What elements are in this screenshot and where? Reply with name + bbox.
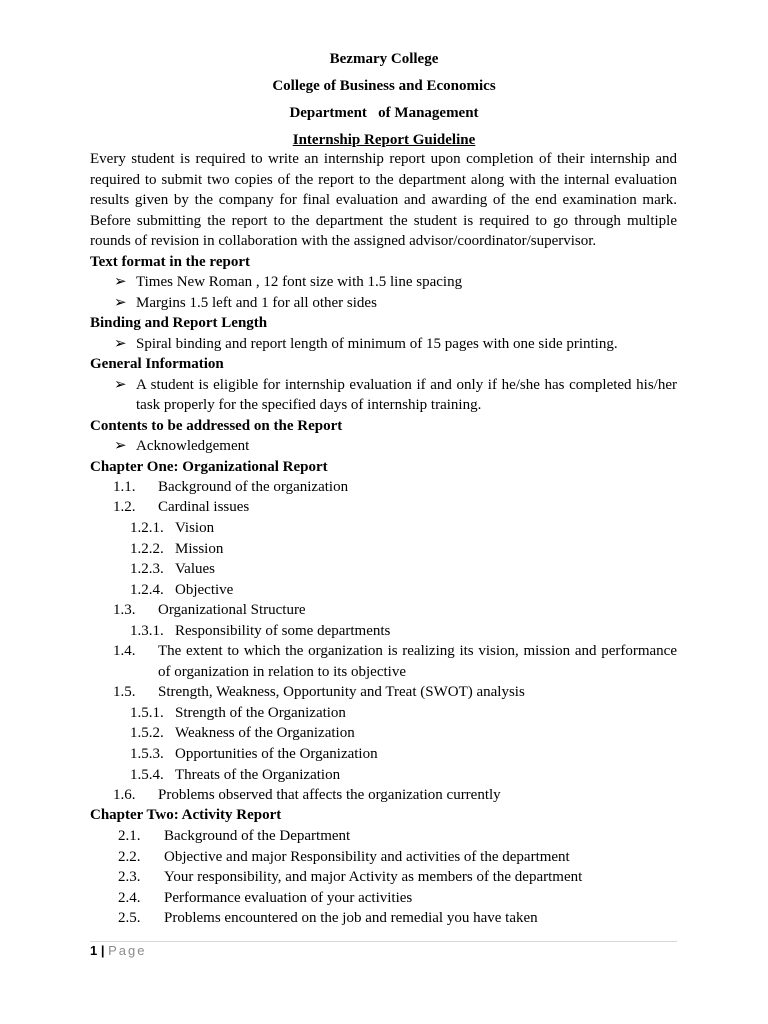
item-text-continued: of organization in relation to its objective (158, 664, 406, 680)
item-number: 1.5. (113, 684, 136, 700)
item-text: Opportunities of the Organization (175, 746, 378, 762)
item-number: 1.5.1. (130, 705, 164, 721)
item-text: Weakness of the Organization (175, 725, 355, 741)
item-text: Mission (175, 541, 224, 557)
chapter-one-heading: Chapter One: Organizational Report (90, 459, 328, 475)
bullet-text: Spiral binding and report length of minimum of 15 pages with one side printing. (136, 336, 618, 352)
item-text: The extent to which the organization is realizing its vision, mission and performance (158, 643, 677, 659)
college-name: Bezmary College (329, 51, 439, 67)
arrowhead-bullet-icon: ➢ (114, 438, 127, 454)
item-number: 1.1. (113, 479, 136, 495)
item-number: 1.5.2. (130, 725, 164, 741)
item-number: 1.2. (113, 499, 136, 515)
bullet-text: Margins 1.5 left and 1 for all other sides (136, 295, 377, 311)
item-number: 1.6. (113, 787, 136, 803)
faculty-name: College of Business and Economics (272, 78, 496, 94)
item-text: Responsibility of some departments (175, 623, 391, 639)
arrowhead-bullet-icon: ➢ (114, 295, 127, 311)
bullet-text: Acknowledgement (136, 438, 250, 454)
section-heading-general: General Information (90, 356, 224, 372)
item-text: Your responsibility, and major Activity as members of the department (164, 869, 583, 885)
intro-line-5: rounds of revision in collaboration with the assigned advisor/coordinator/supervisor. (90, 233, 597, 249)
chapter-two-heading: Chapter Two: Activity Report (90, 807, 282, 823)
page-title (0, 130, 768, 150)
item-text: Strength, Weakness, Opportunity and Treat (SWOT) analysis (158, 684, 525, 700)
item-text: Objective and major Responsibility and activities of the department (164, 849, 570, 865)
item-text: Problems observed that affects the organization currently (158, 787, 501, 803)
item-text: Vision (175, 520, 215, 536)
arrowhead-bullet-icon: ➢ (114, 377, 127, 393)
intro-line-2: required to submit two copies of the report to the department along with the internal evaluation (90, 172, 677, 188)
intro-line-3: results given by the company for final evaluation and awarding of the end examination mark. (90, 192, 677, 208)
item-text: Values (175, 561, 215, 577)
item-text: Performance evaluation of your activities (164, 890, 413, 906)
section-heading-text-format: Text format in the report (90, 254, 250, 270)
item-number: 1.2.3. (130, 561, 164, 577)
section-heading-binding: Binding and Report Length (90, 315, 268, 331)
page-title-text: Internship Report Guideline (292, 132, 476, 148)
page-footer (90, 941, 147, 961)
arrowhead-bullet-icon: ➢ (114, 336, 127, 352)
bullet-text-continued: task properly for the specified days of internship training. (136, 397, 482, 413)
item-number: 1.3. (113, 602, 136, 618)
item-text: Background of the Department (164, 828, 351, 844)
item-number: 2.5. (118, 910, 141, 926)
item-number: 1.2.2. (130, 541, 164, 557)
item-number: 2.2. (118, 849, 141, 865)
item-number: 1.2.1. (130, 520, 164, 536)
item-number: 1.3.1. (130, 623, 164, 639)
intro-line-1: Every student is required to write an internship report upon completion of their internship and (90, 151, 677, 167)
item-number: 1.4. (113, 643, 136, 659)
item-number: 1.5.3. (130, 746, 164, 762)
item-text: Cardinal issues (158, 499, 250, 515)
item-text: Organizational Structure (158, 602, 306, 618)
arrowhead-bullet-icon: ➢ (114, 274, 127, 290)
section-heading-contents: Contents to be addressed on the Report (90, 418, 343, 434)
page-label: Page (108, 943, 147, 958)
department-name: Department of Management (289, 105, 479, 121)
item-text: Background of the organization (158, 479, 349, 495)
item-number: 2.3. (118, 869, 141, 885)
item-text: Problems encountered on the job and remedial you have taken (164, 910, 538, 926)
item-number: 2.1. (118, 828, 141, 844)
item-text: Threats of the Organization (175, 767, 341, 783)
footer-divider (90, 941, 677, 942)
item-number: 2.4. (118, 890, 141, 906)
bullet-text: Times New Roman , 12 font size with 1.5 line spacing (136, 274, 463, 290)
item-number: 1.5.4. (130, 767, 164, 783)
item-number: 1.2.4. (130, 582, 164, 598)
bullet-text: A student is eligible for internship evaluation if and only if he/she has completed his/her (136, 377, 677, 393)
page-number: 1 (90, 943, 98, 958)
intro-line-4: Before submitting the report to the department the student is required to go through multiple (90, 213, 677, 229)
item-text: Strength of the Organization (175, 705, 346, 721)
item-text: Objective (175, 582, 234, 598)
footer-separator: | (100, 943, 105, 958)
